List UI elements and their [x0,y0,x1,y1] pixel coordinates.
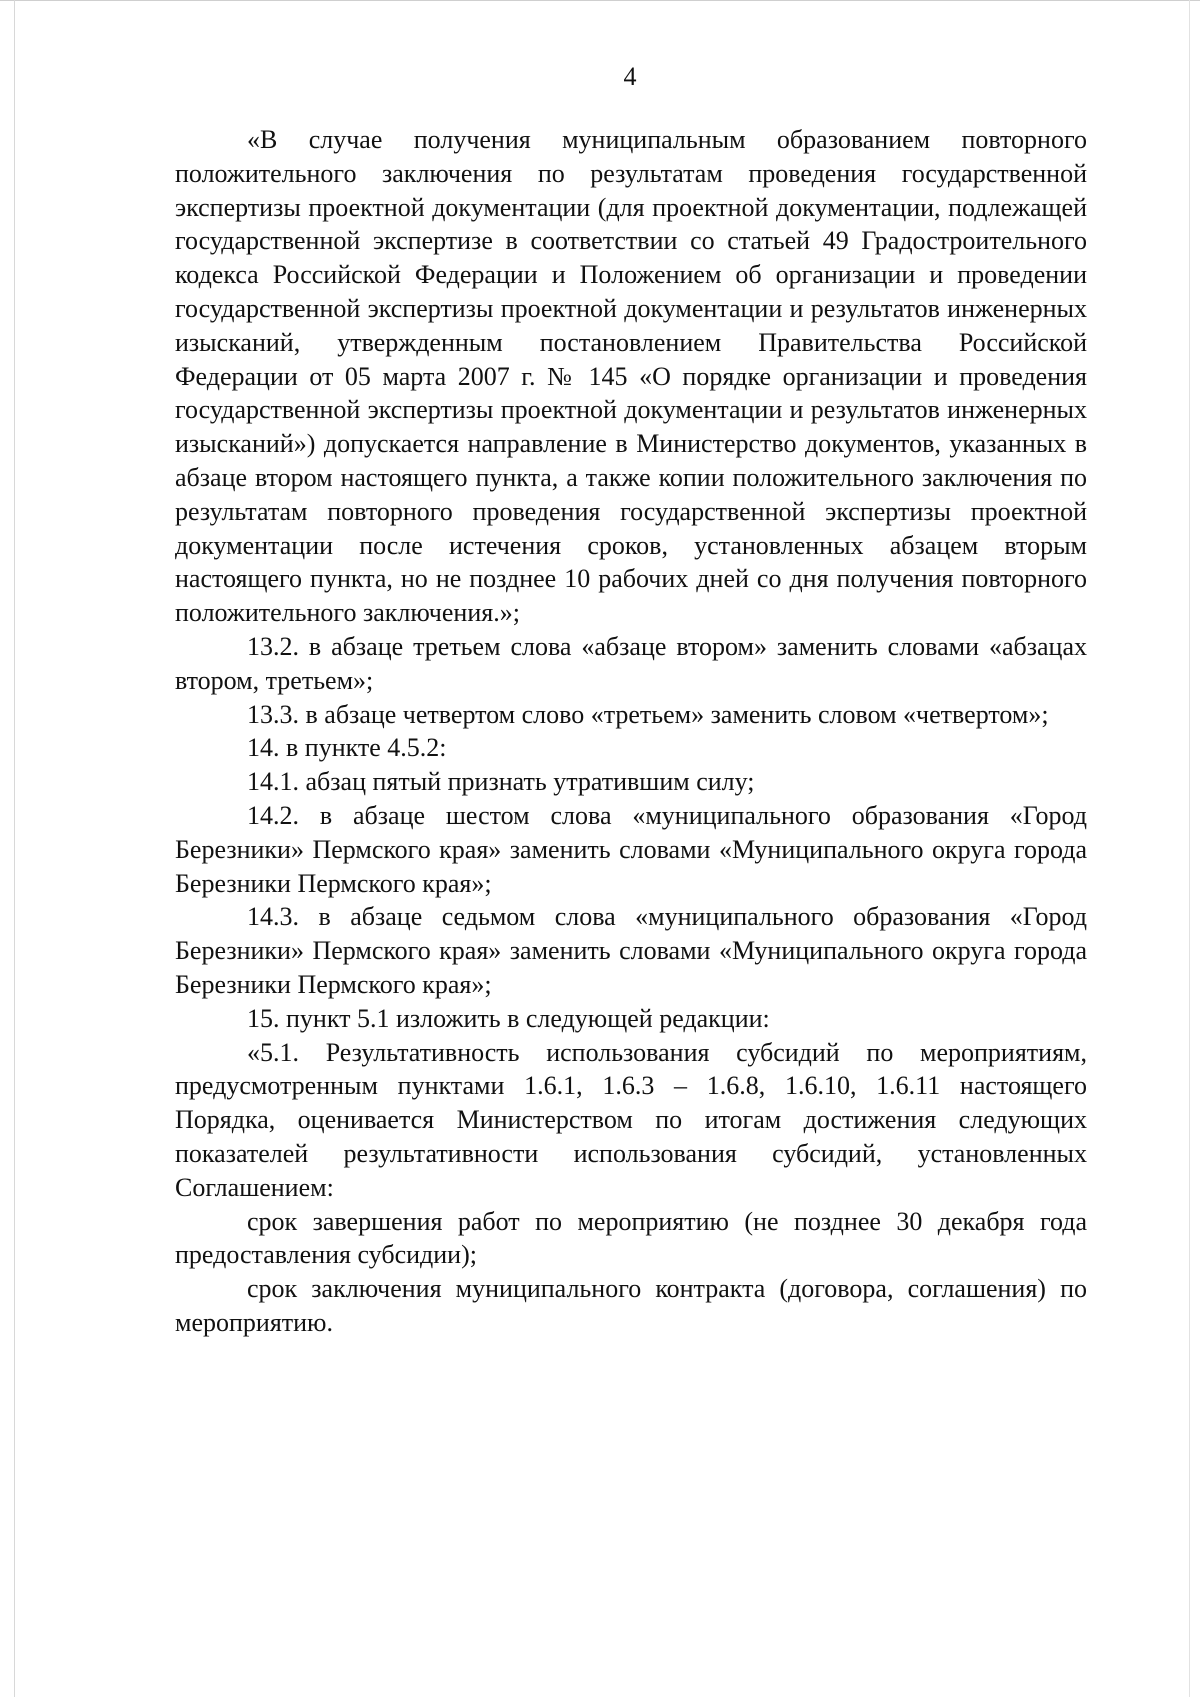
paragraph-5-1: «5.1. Результативность использования субсидий по мероприятиям, предусмотренным пунктами 1.6.1, 1.6.3 – 1.6.8, 1.6.10, 1.6.11 настоящего Порядка, оценивается Министерством по итогам достижения следующих показателей результативности использования субсидий, установленных Соглашением: [175,1037,1087,1202]
document-body [175,123,1087,1340]
scan-edge-left [14,0,15,1697]
page-number: 4 [623,62,637,91]
paragraph-indicator-completion: срок завершения работ по мероприятию (не позднее 30 декабря года предоставления субсидии); [175,1206,1087,1270]
paragraph-13-3: 13.3. в абзаце четвертом слово «третьем» заменить словом «четвертом»; [247,699,1049,729]
scan-edge-top [0,0,1200,1]
paragraph-13-2: 13.2. в абзаце третьем слова «абзаце втором» заменить словами «абзацах втором, третьем»; [175,631,1087,695]
paragraph-indicator-contract: срок заключения муниципального контракта (договора, соглашения) по мероприятию. [175,1274,1087,1337]
paragraph-14-3: 14.3. в абзаце седьмом слова «муниципального образования «Город Березники» Пермского края» заменить словами «Муниципального округа города Березники Пермского края»; [175,902,1087,999]
paragraph-quoted-amendment: «В случае получения муниципальным образованием повторного положительного заключения по результатам проведения государственной экспертизы проектной документации (для проектной документации, подлежащей государственной экспертизе в соответствии со статьей 49 Градостроительного кодекса Российской Федерации и Положением об организации и проведении государственной экспертизы проектной документации и результатов инженерных изысканий, утвержденным постановлением Правительства Российской Федерации от 05 марта 2007 г. № 145 «О порядке организации и проведения государственной экспертизы проектной документации и результатов инженерных изысканий») допускается направление в Министерство документов, указанных в абзаце втором настоящего пункта, а также копии положительного заключения по результатам повторного проведения государственной экспертизы проектной документации после истечения сроков, установленных абзацем вторым настоящего пункта, но не позднее 10 рабочих дней со дня получения повторного положительного заключения.»; [175,125,1087,628]
paragraph-14-2: 14.2. в абзаце шестом слова «муниципального образования «Город Березники» Пермского края» заменить словами «Муниципального округа города Березники Пермского края»; [175,800,1087,898]
paragraph-14: 14. в пункте 4.5.2: [247,733,447,763]
paragraph-14-1: 14.1. абзац пятый признать утратившим силу; [247,767,755,797]
scan-edge-right [1189,0,1190,1697]
paragraph-15: 15. пункт 5.1 изложить в следующей редакции: [247,1003,770,1033]
